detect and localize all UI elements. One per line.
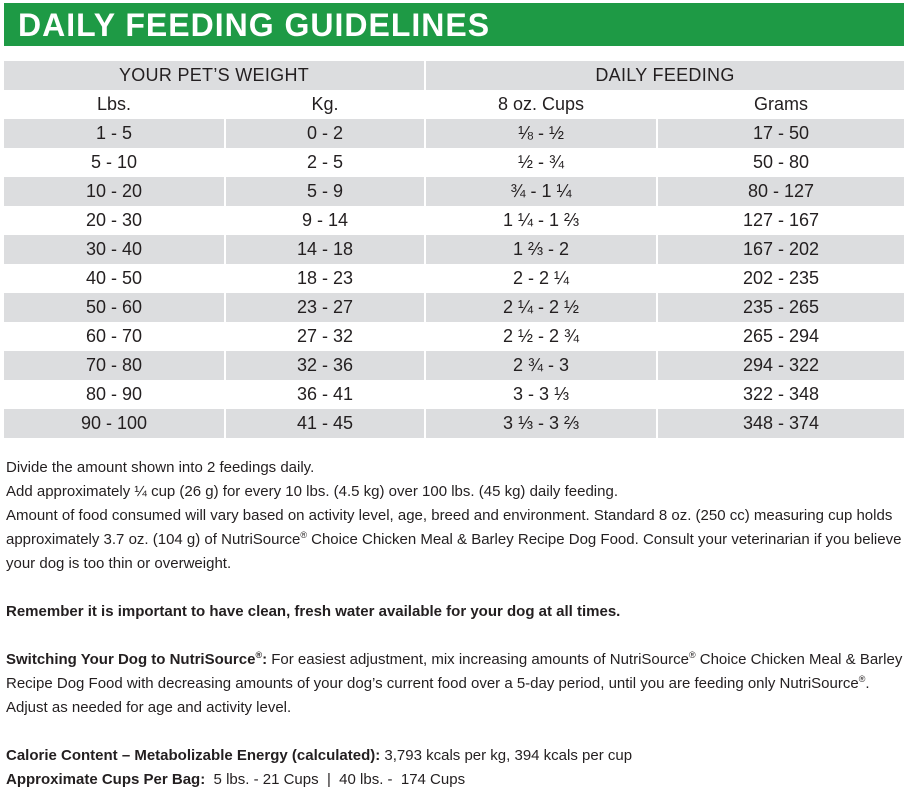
cell-lbs: 80 - 90	[4, 380, 226, 409]
cell-cups: ¾ - 1 ¼	[426, 177, 658, 206]
table-row	[4, 119, 904, 148]
cell-lbs: 90 - 100	[4, 409, 226, 438]
cell-kg: 36 - 41	[226, 380, 426, 409]
page-title: DAILY FEEDING GUIDELINES	[4, 3, 904, 46]
cell-kg: 9 - 14	[226, 206, 426, 235]
note-water: Remember it is important to have clean, fresh water available for your dog at all times.	[6, 603, 621, 620]
group-header-row	[4, 61, 904, 90]
cell-grams: 80 - 127	[658, 177, 904, 206]
table-row	[4, 409, 904, 438]
column-header-cups: 8 oz. Cups	[426, 90, 658, 119]
cell-lbs: 50 - 60	[4, 293, 226, 322]
cell-grams: 294 - 322	[658, 351, 904, 380]
table-row	[4, 380, 904, 409]
cell-grams: 202 - 235	[658, 264, 904, 293]
cell-lbs: 70 - 80	[4, 351, 226, 380]
notes-section	[6, 456, 906, 792]
table-row	[4, 264, 904, 293]
column-header-grams: Grams	[658, 90, 904, 119]
cell-lbs: 5 - 10	[4, 148, 226, 177]
calorie-value: 3,793 kcals per kg, 394 kcals per cup	[380, 747, 633, 764]
cell-cups: 1 ⅔ - 2	[426, 235, 658, 264]
calorie-label: Calorie Content – Metabolizable Energy (calculated):	[6, 747, 381, 764]
column-header-lbs: Lbs.	[4, 90, 226, 119]
cell-cups: ⅛ - ½	[426, 119, 658, 148]
cell-grams: 235 - 265	[658, 293, 904, 322]
cell-cups: 2 ¾ - 3	[426, 351, 658, 380]
note-calorie	[6, 744, 906, 768]
table-row	[4, 322, 904, 351]
cell-grams: 348 - 374	[658, 409, 904, 438]
cell-cups: ½ - ¾	[426, 148, 658, 177]
note-add-amount: Add approximately ¼ cup (26 g) for every 10 lbs. (4.5 kg) over 100 lbs. (45 kg) daily feeding.	[6, 483, 618, 500]
cups-value: 5 lbs. - 21 Cups | 40 lbs. - 174 Cups	[205, 771, 466, 788]
cell-cups: 3 - 3 ⅓	[426, 380, 658, 409]
cell-kg: 27 - 32	[226, 322, 426, 351]
column-header-kg: Kg.	[226, 90, 426, 119]
cell-cups: 2 ¼ - 2 ½	[426, 293, 658, 322]
cell-kg: 23 - 27	[226, 293, 426, 322]
cell-lbs: 30 - 40	[4, 235, 226, 264]
cell-lbs: 10 - 20	[4, 177, 226, 206]
cell-lbs: 60 - 70	[4, 322, 226, 351]
table-row	[4, 177, 904, 206]
table-body	[4, 119, 904, 438]
cell-cups: 2 - 2 ¼	[426, 264, 658, 293]
group-header-feeding: DAILY FEEDING	[426, 61, 904, 90]
table-row	[4, 235, 904, 264]
cell-lbs: 1 - 5	[4, 119, 226, 148]
group-header-weight: YOUR PET’S WEIGHT	[4, 61, 426, 90]
cell-grams: 127 - 167	[658, 206, 904, 235]
cell-lbs: 40 - 50	[4, 264, 226, 293]
note-consumption: Amount of food consumed will vary based on activity level, age, breed and environment. Standard 8 oz. (250 cc) measuring cup holds approximately 3.7 oz. (104 g) of NutriSource® Choice Chicken Meal & Barley Recipe Dog Food. Consult your veterinarian if you believe your dog is too thin or overweight.	[6, 507, 902, 572]
cell-kg: 41 - 45	[226, 409, 426, 438]
cell-grams: 17 - 50	[658, 119, 904, 148]
cell-kg: 2 - 5	[226, 148, 426, 177]
cell-cups: 3 ⅓ - 3 ⅔	[426, 409, 658, 438]
cell-grams: 265 - 294	[658, 322, 904, 351]
cell-kg: 0 - 2	[226, 119, 426, 148]
registered-mark: ®	[300, 530, 307, 540]
note-cups-per-bag	[6, 768, 906, 792]
cell-grams: 322 - 348	[658, 380, 904, 409]
cell-cups: 1 ¼ - 1 ⅔	[426, 206, 658, 235]
cell-cups: 2 ½ - 2 ¾	[426, 322, 658, 351]
cell-grams: 167 - 202	[658, 235, 904, 264]
cups-label: Approximate Cups Per Bag:	[6, 771, 206, 788]
note-switching: Switching Your Dog to NutriSource®: For easiest adjustment, mix increasing amounts of NutriSource® Choice Chicken Meal & Barley Recipe Dog Food with decreasing amounts of your dog’s current food over a 5-day period, until you are feeding only NutriSource®. Adjust as needed for age and activity level.	[6, 650, 903, 716]
table-row	[4, 351, 904, 380]
cell-kg: 32 - 36	[226, 351, 426, 380]
cell-kg: 18 - 23	[226, 264, 426, 293]
note-divide: Divide the amount shown into 2 feedings daily.	[6, 459, 315, 476]
cell-kg: 14 - 18	[226, 235, 426, 264]
switching-label: Switching Your Dog to NutriSource®:	[6, 650, 268, 668]
column-header-row	[4, 90, 904, 119]
cell-lbs: 20 - 30	[4, 206, 226, 235]
table-row	[4, 293, 904, 322]
feeding-table	[4, 61, 904, 438]
table-row	[4, 206, 904, 235]
cell-kg: 5 - 9	[226, 177, 426, 206]
cell-grams: 50 - 80	[658, 148, 904, 177]
table-row	[4, 148, 904, 177]
